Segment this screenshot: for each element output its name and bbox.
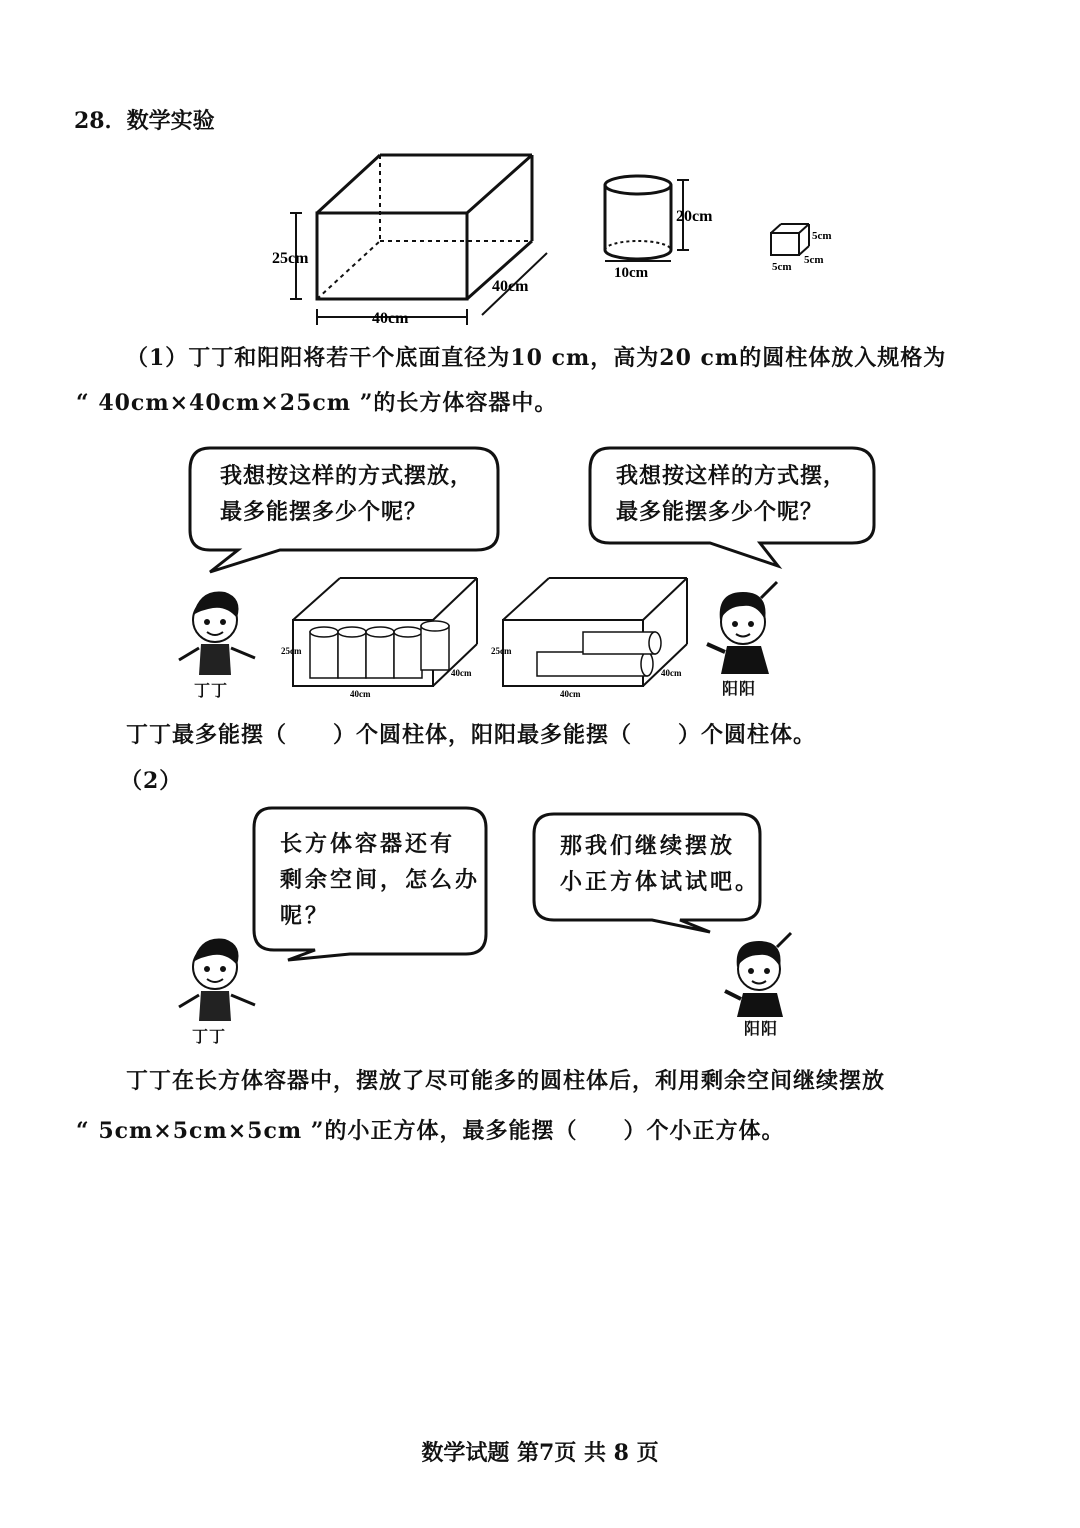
girl-cylinders <box>537 632 661 676</box>
bubble2-right-line2: 小正方体试试吧。 <box>560 869 761 895</box>
bubble-right-text <box>616 458 846 530</box>
box-a-height: 25cm <box>281 646 302 656</box>
box-width-label: 40cm <box>372 310 409 327</box>
bubble2-left-line3: 呢？ <box>280 903 331 929</box>
cube-label-a: 5cm <box>812 230 832 242</box>
box-b-height: 25cm <box>491 646 512 656</box>
bubble2-right-line1: 那我们继续摆放 <box>560 833 736 859</box>
bubble-left-line1: 我想按这样的方式摆放， <box>220 463 474 489</box>
part2-label: （2） <box>120 768 183 794</box>
boy-figure-2 <box>179 938 255 1021</box>
boy-cylinders <box>310 621 449 678</box>
top-figures <box>260 145 860 330</box>
bubble-right-line2: 最多能摆多少个呢？ <box>616 499 824 525</box>
boy-figure <box>179 591 255 675</box>
cube-figure <box>771 224 809 255</box>
box-a-depth: 40cm <box>451 668 472 678</box>
part2-line1: 丁丁在长方体容器中，摆放了尽可能多的圆柱体后，利用剩余空间继续摆放 <box>126 1068 886 1094</box>
girl-name-2: 阳阳 <box>744 1019 779 1038</box>
question-title: 28．数学实验 <box>74 108 215 134</box>
cylinder-figure <box>605 176 671 259</box>
cube-label-c: 5cm <box>772 261 792 273</box>
part2-characters <box>165 925 805 1035</box>
boy-name-1: 丁丁 <box>194 681 229 700</box>
cylinder-diameter-label: 10cm <box>614 265 649 281</box>
bubble2-left-line1: 长方体容器还有 <box>280 831 456 857</box>
bubble-right-line1: 我想按这样的方式摆， <box>616 463 847 489</box>
bubble-left-line2: 最多能摆多少个呢？ <box>220 499 428 525</box>
part1-line1: （1）丁丁和阳阳将若干个底面直径为10 cm，高为20 cm的圆柱体放入规格为 <box>126 345 947 371</box>
page-footer: 数学试题 第7页 共 8 页 <box>421 1440 659 1466</box>
girl-name-1: 阳阳 <box>722 679 757 698</box>
box-depth-label: 40cm <box>492 278 529 295</box>
bubble2-right-text <box>560 828 760 900</box>
cube-label-b: 5cm <box>804 254 824 266</box>
box-b-width: 40cm <box>560 689 581 699</box>
cylinder-height-label: 20cm <box>676 208 713 225</box>
bubble2-left-text <box>280 826 480 934</box>
boy-name-2: 丁丁 <box>192 1027 227 1046</box>
part1-line2: “ 40cm×40cm×25cm ”的长方体容器中。 <box>76 390 558 416</box>
girl-figure-2 <box>725 933 791 1017</box>
bubble2-left-line2: 剩余空间，怎么办 <box>280 867 481 893</box>
part1-scene <box>165 570 795 710</box>
box-a-width: 40cm <box>350 689 371 699</box>
part1-answer-line: 丁丁最多能摆（ ）个圆柱体，阳阳最多能摆（ ）个圆柱体。 <box>126 722 817 748</box>
girl-figure <box>707 582 777 674</box>
bubble-left-text <box>220 458 473 530</box>
box-height-label: 25cm <box>272 250 309 267</box>
box-b-depth: 40cm <box>661 668 682 678</box>
part2-line2: “ 5cm×5cm×5cm ”的小正方体，最多能摆（ ）个小正方体。 <box>76 1118 785 1144</box>
